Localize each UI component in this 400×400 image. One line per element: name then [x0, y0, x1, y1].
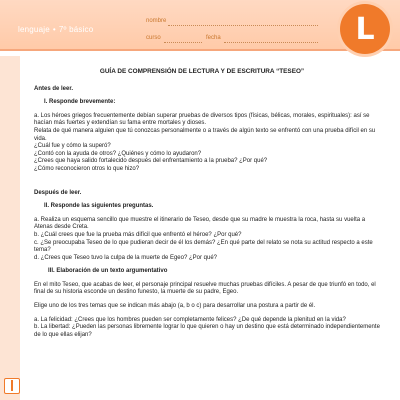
page-header [0, 0, 400, 56]
worksheet-title: GUÍA DE COMPRENSIÓN DE LECTURA Y DE ESCRITURA “TESEO” [99, 68, 305, 75]
section-antes: Antes de leer. [34, 85, 74, 92]
header-divider [0, 49, 400, 51]
section-1-question-4: ¿Cómo reconocieron otros lo que hizo? [34, 165, 140, 172]
subject-grade-label [18, 25, 93, 34]
book-icon [4, 378, 20, 394]
section-1-question-3: ¿Crees que haya salido fortalecido después del enfrentamiento a la prueba? ¿Por qué? [34, 158, 268, 165]
section-2-item-a: a. Realiza un esquema sencillo que muestre el itinerario de Teseo, desde que su madre le muestra la roca, hasta su vuelta a Atenas desde Creta. [34, 216, 366, 231]
section-1-question-1: ¿Cuál fue y cómo la superó? [34, 143, 111, 150]
separator-dot: • [52, 25, 56, 34]
subject-badge [340, 4, 390, 54]
fecha-field[interactable] [224, 42, 318, 43]
fecha-label: fecha [206, 35, 221, 41]
side-rail [0, 56, 20, 400]
section-3-paragraph-2: Elige uno de los tres temas que se indican más abajo (a, b o c) para desarrollar una postura a partir de él. [34, 303, 316, 310]
curso-field[interactable] [164, 42, 202, 43]
section-2-item-c: c. ¿Se preocupaba Teseo de lo que pudieran decir de él los demás? ¿En qué parte del relato se nota su actitud respecto a este tema? [34, 239, 373, 254]
section-3-item-a: a. La felicidad: ¿Crees que los hombres pueden ser completamente felices? ¿De qué depende la plenitud en la vida? [34, 316, 346, 323]
section-2-heading: II. Responde las siguientes preguntas. [44, 203, 154, 210]
section-despues: Después de leer. [34, 189, 82, 196]
nombre-label: nombre [146, 18, 167, 24]
section-3-paragraph-1: En el mito Teseo, que acabas de leer, el personaje principal resuelve muchas pruebas difíciles. A pesar de que triunfó en todo, el final de su historia esconde un destino funesto, la muerte de su padre, Egeo. [34, 281, 376, 296]
section-1-heading: I. Responde brevemente: [44, 99, 116, 106]
subject-label: lenguaje [18, 25, 50, 34]
worksheet-body [34, 68, 380, 339]
badge-letter: L [355, 11, 375, 47]
section-3-heading: III. Elaboración de un texto argumentativo [48, 268, 168, 275]
curso-label: curso [146, 35, 161, 41]
section-2-item-d: d. ¿Crees que Teseo tuvo la culpa de la muerte de Egeo? ¿Por qué? [34, 254, 218, 261]
section-3-item-b: b. La libertad: ¿Pueden las personas libremente lograr lo que quieren o hay un destino que está determinado independientemente de lo que ellas elijan? [34, 324, 380, 338]
section-1-paragraph-1: a. Los héroes griegos frecuentemente debían superar pruebas de diversos tipos (físicas, bélicas, morales, espirituales): así se hacían más fuertes y extendían su fama entre mortales y dioses. [34, 112, 370, 127]
section-2-item-b: b. ¿Cuál crees que fue la prueba más difícil que enfrentó el héroe? ¿Por qué? [34, 231, 242, 238]
section-1-paragraph-2: Relata de qué manera alguien que tú conozcas personalmente o a través de algún texto se enfrentó con una prueba difícil en su vida. [34, 127, 376, 142]
section-1-question-2: ¿Contó con la ayuda de otros? ¿Quiénes y cómo lo ayudaron? [34, 150, 202, 157]
grade-label: 7º básico [58, 25, 94, 34]
nombre-field[interactable] [168, 25, 318, 26]
